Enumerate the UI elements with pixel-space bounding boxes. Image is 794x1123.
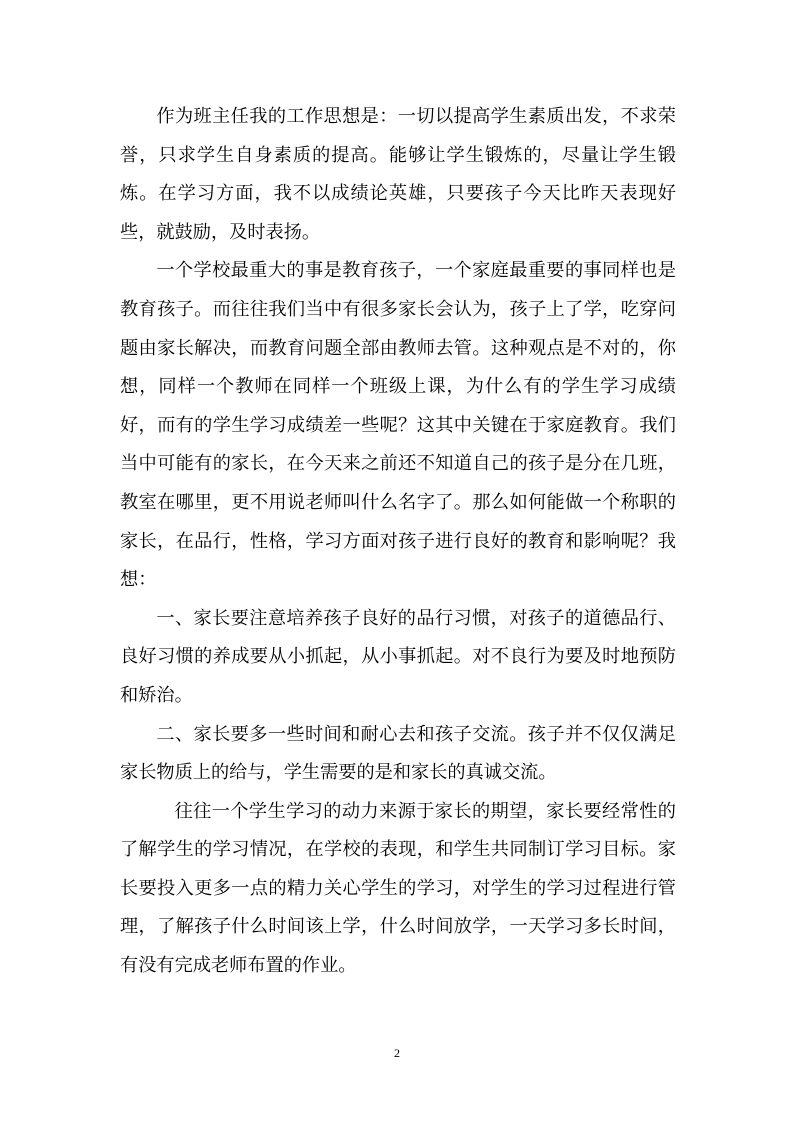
paragraph-family-education: 一个学校最重大的事是教育孩子，一个家庭最重要的事同样也是教育孩子。而往往我们当中有很多家长会认为，孩子上了学，吃穿问题由家长解决，而教育问题全部由教师去管。这种观点是不对的，你想，同样一个教师在同样一个班级上课，为什么有的学生学习成绩好，而有的学生学习成绩差一些呢？这其中关键在于家庭教育。我们当中可能有的家长，在今天来之前还不知道自己的孩子是分在几班，教室在哪里，更不用说老师叫什么名字了。那么如何能做一个称职的家长，在品行，性格，学习方面对孩子进行良好的教育和影响呢？我想：	[120, 260, 676, 591]
page-number: 2	[394, 1046, 400, 1060]
document-body	[120, 98, 676, 986]
paragraph-learning-motivation: 往往一个学生学习的动力来源于家长的期望，家长要经常性的了解学生的学习情况，在学校的表现，和学生共同制订学习目标。家长要投入更多一点的精力关心学生的学习，对学生的学习过程进行管理，了解孩子什么时间该上学，什么时间放学，一天学习多长时间，有没有完成老师布置的作业。	[120, 800, 676, 977]
paragraph-work-philosophy: 作为班主任我的工作思想是：一切以提高学生素质出发，不求荣誉，只求学生自身素质的提高。能够让学生锻炼的，尽量让学生锻炼。在学习方面，我不以成绩论英雄，只要孩子今天比昨天表现好些，就鼓励，及时表扬。	[120, 106, 676, 243]
paragraph-point-one: 一、家长要注意培养孩子良好的品行习惯，对孩子的道德品行、良好习惯的养成要从小抓起，从小事抓起。对不良行为要及时地预防和矫治。	[120, 607, 676, 706]
paragraph-point-two: 二、家长要多一些时间和耐心去和孩子交流。孩子并不仅仅满足家长物质上的给与，学生需要的是和家长的真诚交流。	[120, 723, 676, 784]
